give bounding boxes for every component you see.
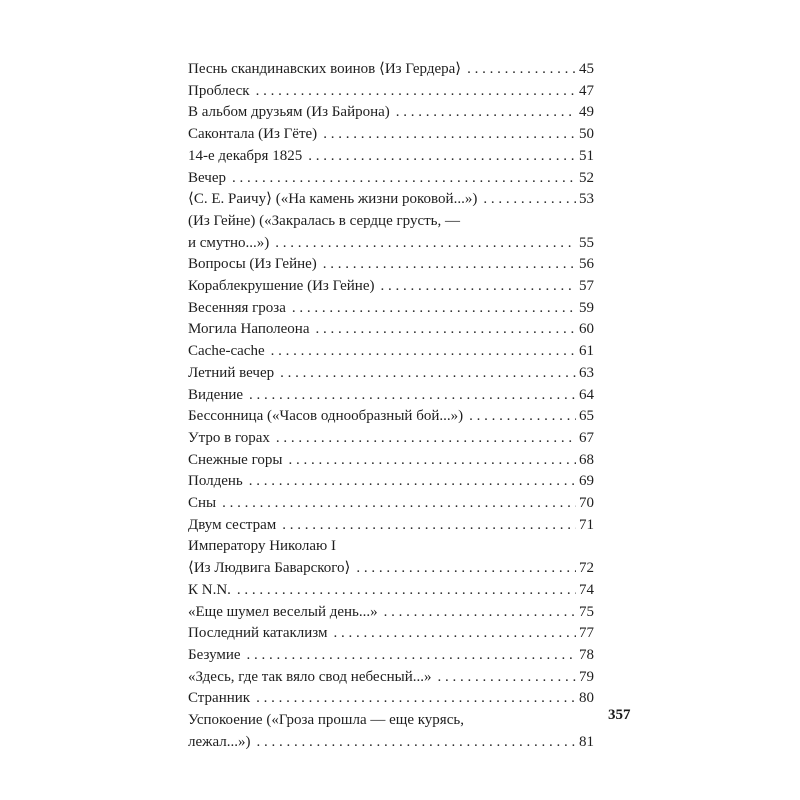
toc-entry-title: лежал...») <box>188 733 251 750</box>
toc-entry-row <box>188 168 594 190</box>
toc-entry <box>188 59 594 81</box>
toc-entry-page: 65 <box>579 408 594 425</box>
dot-leader <box>275 233 576 255</box>
toc-entry-row <box>188 450 594 472</box>
dot-leader <box>437 667 576 689</box>
toc-entry-row <box>188 515 594 537</box>
toc-entry-title: 14-е декабря 1825 <box>188 147 303 164</box>
toc-entry <box>188 471 594 493</box>
toc-entry-row <box>188 363 594 385</box>
toc-entry-title: ⟨Из Людвига Баварского⟩ <box>188 560 351 577</box>
toc-entry-title: Сны <box>188 495 217 512</box>
toc-entry <box>188 341 594 363</box>
toc-entry-title: В альбом друзьям (Из Байрона) <box>188 104 390 121</box>
toc-entry-page: 45 <box>579 61 594 77</box>
toc-entry-title: ⟨С. Е. Раичу⟩ («На камень жизни роковой...») <box>188 191 478 208</box>
dot-leader <box>380 276 576 298</box>
toc-entry-page: 74 <box>579 581 594 598</box>
toc-entry-row <box>188 298 594 320</box>
toc-entry-title: Песнь скандинавских воинов ⟨Из Гердера⟩ <box>188 61 462 77</box>
dot-leader <box>249 385 576 407</box>
dot-leader <box>271 341 576 363</box>
dot-leader <box>249 471 576 493</box>
toc-entry-page: 47 <box>579 82 594 99</box>
toc-entry-page: 69 <box>579 473 594 490</box>
dot-leader <box>222 493 576 515</box>
toc-entry-title-line: Императору Николаю I <box>188 538 336 555</box>
toc-entry-page: 64 <box>579 386 594 403</box>
table-of-contents <box>188 59 594 754</box>
toc-entry-title: Весенняя гроза <box>188 299 286 316</box>
toc-entry-title: Странник <box>188 690 251 707</box>
toc-entry <box>188 168 594 190</box>
toc-entry-page: 71 <box>579 516 594 533</box>
dot-leader <box>323 124 576 146</box>
toc-entry-row <box>188 667 594 689</box>
dot-leader <box>257 732 576 754</box>
toc-entry-row <box>188 558 594 580</box>
toc-entry-row <box>188 189 594 211</box>
toc-entry-title: «Здесь, где так вяло свод небесный...» <box>188 668 432 685</box>
dot-leader <box>292 298 576 320</box>
toc-entry-page: 51 <box>579 147 594 164</box>
dot-leader <box>288 450 576 472</box>
dot-leader <box>256 688 576 710</box>
toc-entry-page: 75 <box>579 603 594 620</box>
toc-entry-page: 57 <box>579 278 594 295</box>
dot-leader <box>469 406 576 428</box>
toc-entry-page: 50 <box>579 126 594 143</box>
toc-entry-title-line: (Из Гейне) («Закралась в сердце грусть, — <box>188 212 460 229</box>
toc-entry-row <box>188 493 594 515</box>
toc-entry-page: 67 <box>579 429 594 446</box>
toc-entry-row <box>188 81 594 103</box>
toc-entry <box>188 645 594 667</box>
toc-entry-row <box>188 102 594 124</box>
toc-entry <box>188 602 594 624</box>
toc-entry-title: Летний вечер <box>188 364 275 381</box>
toc-entry <box>188 385 594 407</box>
dot-leader <box>384 602 576 624</box>
dot-leader <box>316 319 577 341</box>
toc-entry <box>188 710 594 753</box>
toc-entry-title: Cache-cache <box>188 343 265 360</box>
toc-entry-page: 53 <box>579 191 594 208</box>
dot-leader <box>276 428 576 450</box>
toc-entry-row <box>188 406 594 428</box>
toc-entry <box>188 276 594 298</box>
toc-entry-page: 72 <box>579 560 594 577</box>
toc-entry-title: Безумие <box>188 646 241 663</box>
toc-entry-title: Саконтала (Из Гёте) <box>188 126 318 143</box>
toc-entry-row <box>188 59 594 81</box>
toc-entry <box>188 102 594 124</box>
toc-entry-row <box>188 471 594 493</box>
dot-leader <box>280 363 576 385</box>
toc-entry-row <box>188 254 594 276</box>
toc-entry <box>188 688 594 710</box>
toc-entry-page: 59 <box>579 299 594 316</box>
toc-entry <box>188 298 594 320</box>
toc-entry-title: Проблеск <box>188 82 250 99</box>
toc-entry-row <box>188 623 594 645</box>
dot-leader <box>396 102 576 124</box>
toc-entry-row <box>188 602 594 624</box>
toc-entry-title: Полдень <box>188 473 243 490</box>
toc-entry-page: 61 <box>579 343 594 360</box>
toc-entry-title: К N.N. <box>188 581 231 598</box>
toc-entry <box>188 428 594 450</box>
dot-leader <box>247 645 576 667</box>
toc-entry-page: 49 <box>579 104 594 121</box>
toc-entry-title: Вечер <box>188 169 226 186</box>
toc-entry-title: и смутно...») <box>188 234 270 251</box>
toc-entry-page: 79 <box>579 668 594 685</box>
toc-entry-title: Последний катаклизм <box>188 625 328 642</box>
dot-leader <box>308 146 576 168</box>
toc-entry-row <box>188 341 594 363</box>
toc-entry <box>188 406 594 428</box>
toc-entry-page: 52 <box>579 169 594 186</box>
toc-entry <box>188 189 594 211</box>
toc-entry <box>188 667 594 689</box>
toc-entry <box>188 254 594 276</box>
toc-entry-title: Утро в горах <box>188 429 270 446</box>
toc-entry-page: 68 <box>579 451 594 468</box>
toc-entry-page: 77 <box>579 625 594 642</box>
toc-entry <box>188 623 594 645</box>
toc-entry-title: «Еще шумел веселый день...» <box>188 603 378 620</box>
toc-entry-row <box>188 580 594 602</box>
dot-leader <box>467 59 576 81</box>
toc-entry <box>188 319 594 341</box>
toc-entry <box>188 124 594 146</box>
toc-entry-row <box>188 124 594 146</box>
toc-entry-page: 55 <box>579 234 594 251</box>
toc-entry <box>188 536 594 579</box>
toc-entry-page: 70 <box>579 495 594 512</box>
toc-entry-title: Могила Наполеона <box>188 321 310 338</box>
toc-entry-title: Кораблекрушение (Из Гейне) <box>188 278 375 295</box>
toc-entry-row <box>188 645 594 667</box>
toc-entry-title: Снежные горы <box>188 451 283 468</box>
toc-entry-row <box>188 385 594 407</box>
dot-leader <box>232 168 576 190</box>
toc-entry <box>188 450 594 472</box>
toc-entry-page: 78 <box>579 646 594 663</box>
toc-entry-row <box>188 688 594 710</box>
toc-entry <box>188 363 594 385</box>
toc-entry <box>188 146 594 168</box>
dot-leader <box>256 81 576 103</box>
toc-entry-row <box>188 146 594 168</box>
toc-entry-row <box>188 233 594 255</box>
toc-entry-page: 63 <box>579 364 594 381</box>
toc-entry-page: 81 <box>579 733 594 750</box>
toc-entry-title: Бессонница («Часов однообразный бой...») <box>188 408 464 425</box>
toc-entry-title: Двум сестрам <box>188 516 277 533</box>
toc-entry-page: 60 <box>579 321 594 338</box>
toc-entry-page: 56 <box>579 256 594 273</box>
toc-entry-title: Вопросы (Из Гейне) <box>188 256 317 273</box>
toc-entry-title: Видение <box>188 386 244 403</box>
dot-leader <box>334 623 576 645</box>
dot-leader <box>323 254 576 276</box>
page-number: 357 <box>608 707 631 723</box>
toc-entry-page: 80 <box>579 690 594 707</box>
dot-leader <box>356 558 576 580</box>
toc-entry <box>188 81 594 103</box>
toc-entry <box>188 580 594 602</box>
toc-entry-title-line: Успокоение («Гроза прошла — еще курясь, <box>188 712 464 729</box>
toc-entry <box>188 211 594 254</box>
toc-entry <box>188 515 594 537</box>
dot-leader <box>282 515 576 537</box>
dot-leader <box>483 189 576 211</box>
toc-entry <box>188 493 594 515</box>
dot-leader <box>237 580 576 602</box>
toc-entry-row <box>188 319 594 341</box>
toc-entry-row <box>188 276 594 298</box>
toc-entry-row <box>188 732 594 754</box>
toc-entry-row <box>188 428 594 450</box>
